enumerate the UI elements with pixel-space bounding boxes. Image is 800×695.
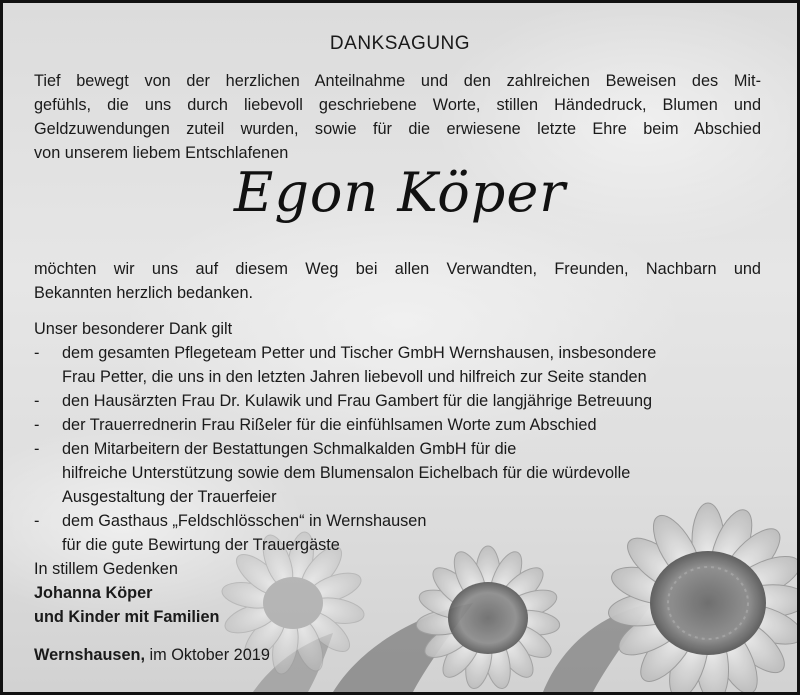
date-text: im Oktober 2019 [149,646,270,664]
list-item-continuation: für die gute Bewirtung der Trauergäste [62,536,340,554]
list-item [34,509,761,533]
list-item-continuation: Ausgestaltung der Trauerfeier [62,488,277,506]
bullet-dash: - [34,416,40,434]
special-thanks-heading: Unser besonderer Dank gilt [34,320,233,338]
list-item-text: dem Gasthaus „Feldschlösschen“ in Wernshausen [62,512,427,530]
place-text: Wernshausen, [34,646,145,664]
special-thanks-list [34,317,761,557]
thanks-paragraph [34,257,761,305]
deceased-name: Egon Köper [233,161,567,224]
list-item-text: den Hausärzten Frau Dr. Kulawik und Frau Gambert für die langjährige Betreuung [62,392,653,410]
heading-danksagung: DANKSAGUNG [329,33,471,54]
place-date-line [34,643,761,667]
thanks-line: möchten wir uns auf diesem Weg bei allen Verwandten, Freunden, Nachbarn und [34,260,761,278]
bullet-dash: - [34,512,40,530]
list-item [34,437,761,461]
intro-paragraph [34,69,761,165]
bullet-dash: - [34,344,40,362]
list-item [34,389,761,413]
list-item-continuation: Frau Petter, die uns in den letzten Jahren liebevoll und hilfreich zur Seite standen [62,368,647,386]
closing-block [34,557,761,629]
remembrance-text: In stillem Gedenken [34,560,178,578]
list-item [34,413,761,437]
thanks-line: Bekannten herzlich bedanken. [34,284,254,302]
signer-name: Johanna Köper [34,584,153,602]
intro-line: Geldzuwendungen zuteil wurden, sowie für die erwiesene letzte Ehre beim Abschied [34,120,761,138]
list-item-continuation: hilfreiche Unterstützung sowie dem Blumensalon Eichelbach für die würdevolle [62,464,631,482]
intro-line: Tief bewegt von der herzlichen Anteilnahme und den zahlreichen Beweisen des Mit- [34,72,761,90]
intro-line: von unserem liebem Entschlafenen [34,144,289,162]
list-item-text: der Trauerrednerin Frau Rißeler für die einfühlsamen Worte zum Abschied [62,416,597,434]
list-item-text: den Mitarbeitern der Bestattungen Schmalkalden GmbH für die [62,440,517,458]
signer-family: und Kinder mit Familien [34,608,220,626]
intro-line: gefühls, die uns durch liebevoll geschriebene Worte, stillen Händedruck, Blumen und [34,96,761,114]
list-item-text: dem gesamten Pflegeteam Petter und Tischer GmbH Wernshausen, insbesondere [62,344,657,362]
bullet-dash: - [34,392,40,410]
bullet-dash: - [34,440,40,458]
list-item [34,341,761,365]
